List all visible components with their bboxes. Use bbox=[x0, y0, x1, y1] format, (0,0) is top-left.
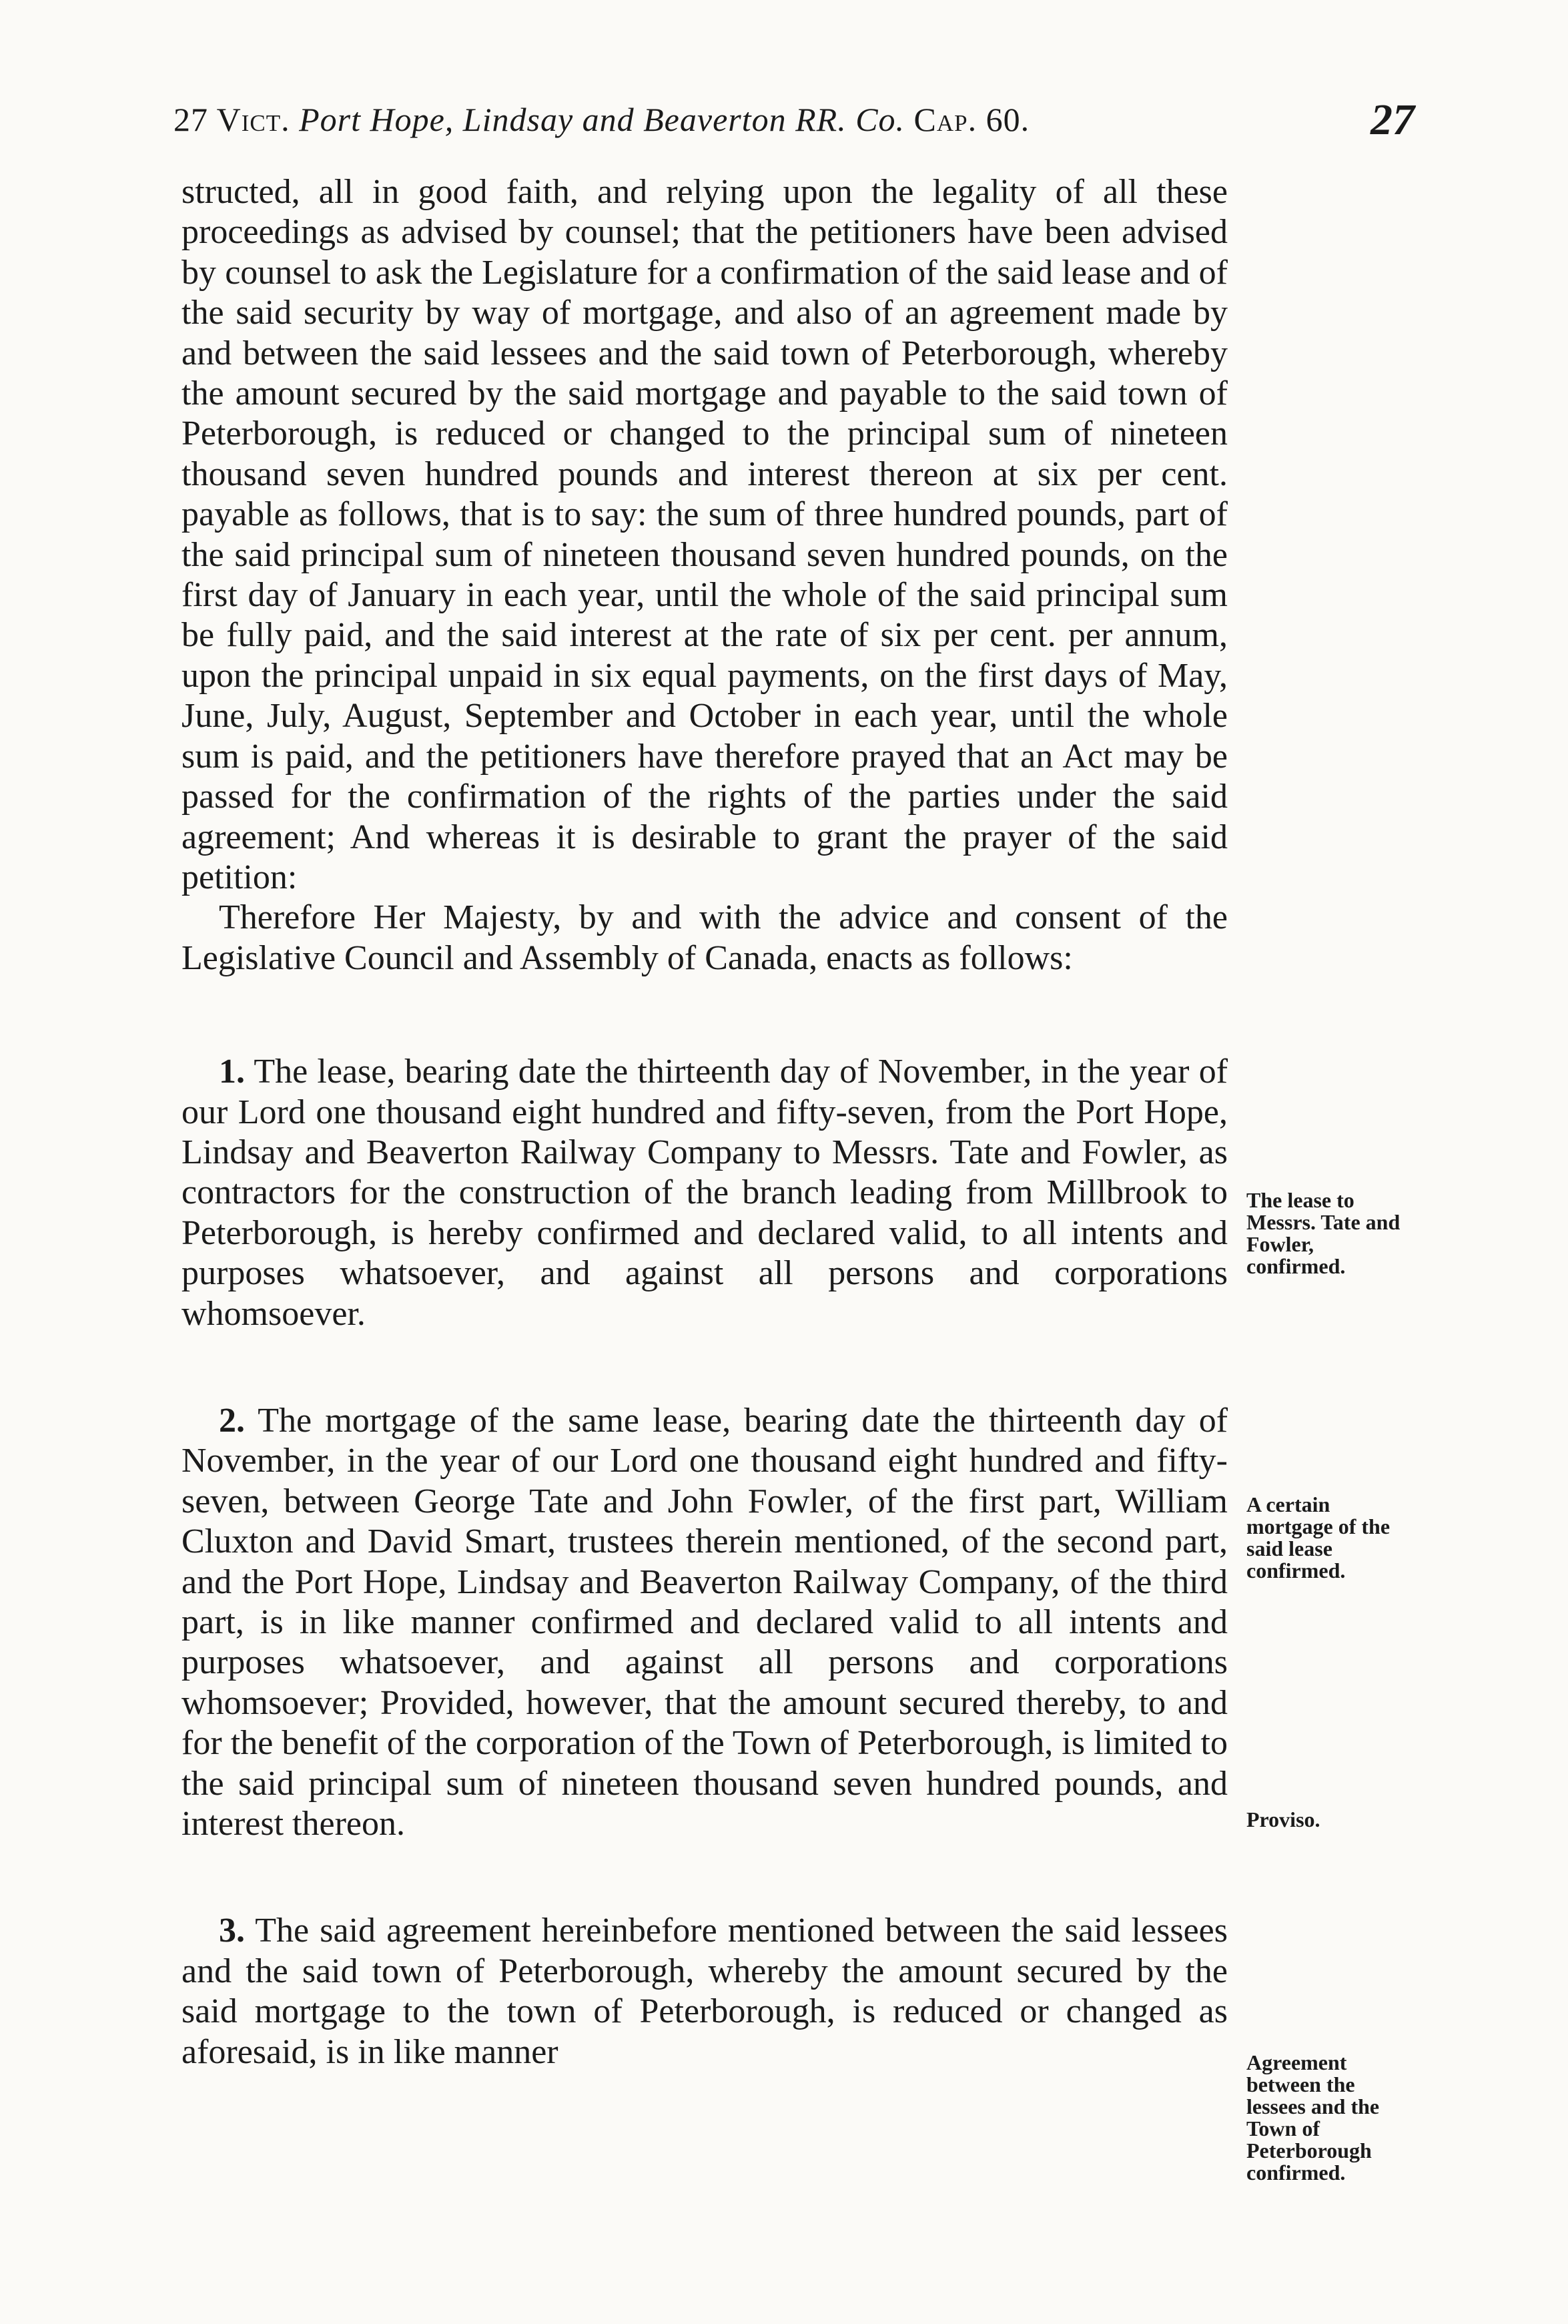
preamble-continuation: structed, all in good faith, and relying upon the legality of all these proceedings as advised by counsel; that the petitioners have been advised by counsel to ask the Legislature for a confirmation of the said lease and of the said security by way of mortgage, and also of an agreement made by and between the said lessees and the said town of Peterborough, whereby the amount secured by the said mortgage and payable to the said town of Peterborough, is reduced or changed to the principal sum of nineteen thousand seven hundred pounds and interest thereon at six per cent. payable as follows, that is to say: the sum of three hundred pounds, part of the said principal sum of nineteen thousand seven hundred pounds, on the first day of January in each year, until the whole of the said principal sum be fully paid, and the said interest at the rate of six per cent. per annum, upon the principal unpaid in six equal payments, on the first days of May, June, July, August, September and October in each year, until the whole sum is paid, and the petitioners have therefore prayed that an Act may be passed for the confirmation of the rights of the parties under the said agreement; And whereas it is desirable to grant the prayer of the said petition: bbox=[181, 173, 1228, 896]
section-2 bbox=[181, 1401, 1228, 1844]
margin-note-section-3: Agreement between the lessees and the Town of Peterborough confirmed. bbox=[1246, 2050, 1380, 2185]
section-1-number: 1. bbox=[219, 1053, 245, 1091]
enacting-clause: Therefore Her Majesty, by and with the advice and consent of the Legislative Council and Assembly of Canada, enacts as follows: bbox=[181, 898, 1228, 977]
section-2-number: 2. bbox=[219, 1401, 245, 1440]
margin-note-section-1: The lease to Messrs. Tate and Fowler, confirmed. bbox=[1246, 1188, 1401, 1278]
section-3-text: The said agreement hereinbefore mentioned between the said lessees and the said town of Peterborough, whereby the amount secured by the said mortgage to the town of Peterborough, is reduced or changed as aforesaid, is in like manner bbox=[181, 1912, 1228, 2071]
margin-note-proviso: Proviso. bbox=[1246, 1807, 1320, 1831]
running-header bbox=[173, 95, 1415, 154]
header-chapter: Cap. 60. bbox=[913, 101, 1030, 138]
section-3 bbox=[181, 1911, 1228, 2072]
header-citation bbox=[173, 100, 1030, 139]
section-3-number: 3. bbox=[219, 1912, 245, 1950]
page-number: 27 bbox=[1370, 95, 1415, 144]
section-1-text: The lease, bearing date the thirteenth day of November, in the year of our Lord one thousand eight hundred and fifty-seven, from the Port Hope, Lindsay and Beaverton Railway Company to Messrs. Tate and Fowler, as contractors for the construction of the branch leading from Millbrook to Peterborough, is hereby confirmed and declared valid, to all intents and purposes whatsoever, and against all persons and corporations whomsoever. bbox=[181, 1053, 1228, 1333]
section-1 bbox=[181, 1052, 1228, 1334]
section-2-text: The mortgage of the same lease, bearing date the thirteenth day of November, in the year of our Lord one thousand eight hundred and fifty-seven, between George Tate and John Fowler, of the first part, William Cluxton and David Smart, trustees therein mentioned, of the second part, and the Port Hope, Lindsay and Beaverton Railway Company, of the third part, is in like manner confirmed and declared valid to all intents and purposes whatsoever, and against all persons and corporations whomsoever; Provided, however, that the amount secured thereby, to and for the benefit of the corporation of the Town of Peterborough, is limited to the said principal sum of nineteen thousand seven hundred pounds, and interest thereon. bbox=[181, 1401, 1228, 1843]
statute-body bbox=[181, 172, 1228, 2072]
header-title: Port Hope, Lindsay and Beaverton RR. Co. bbox=[299, 101, 905, 138]
margin-note-section-2: A certain mortgage of the said lease confirmed. bbox=[1246, 1492, 1391, 1582]
header-vict: 27 Vict. bbox=[173, 101, 290, 138]
